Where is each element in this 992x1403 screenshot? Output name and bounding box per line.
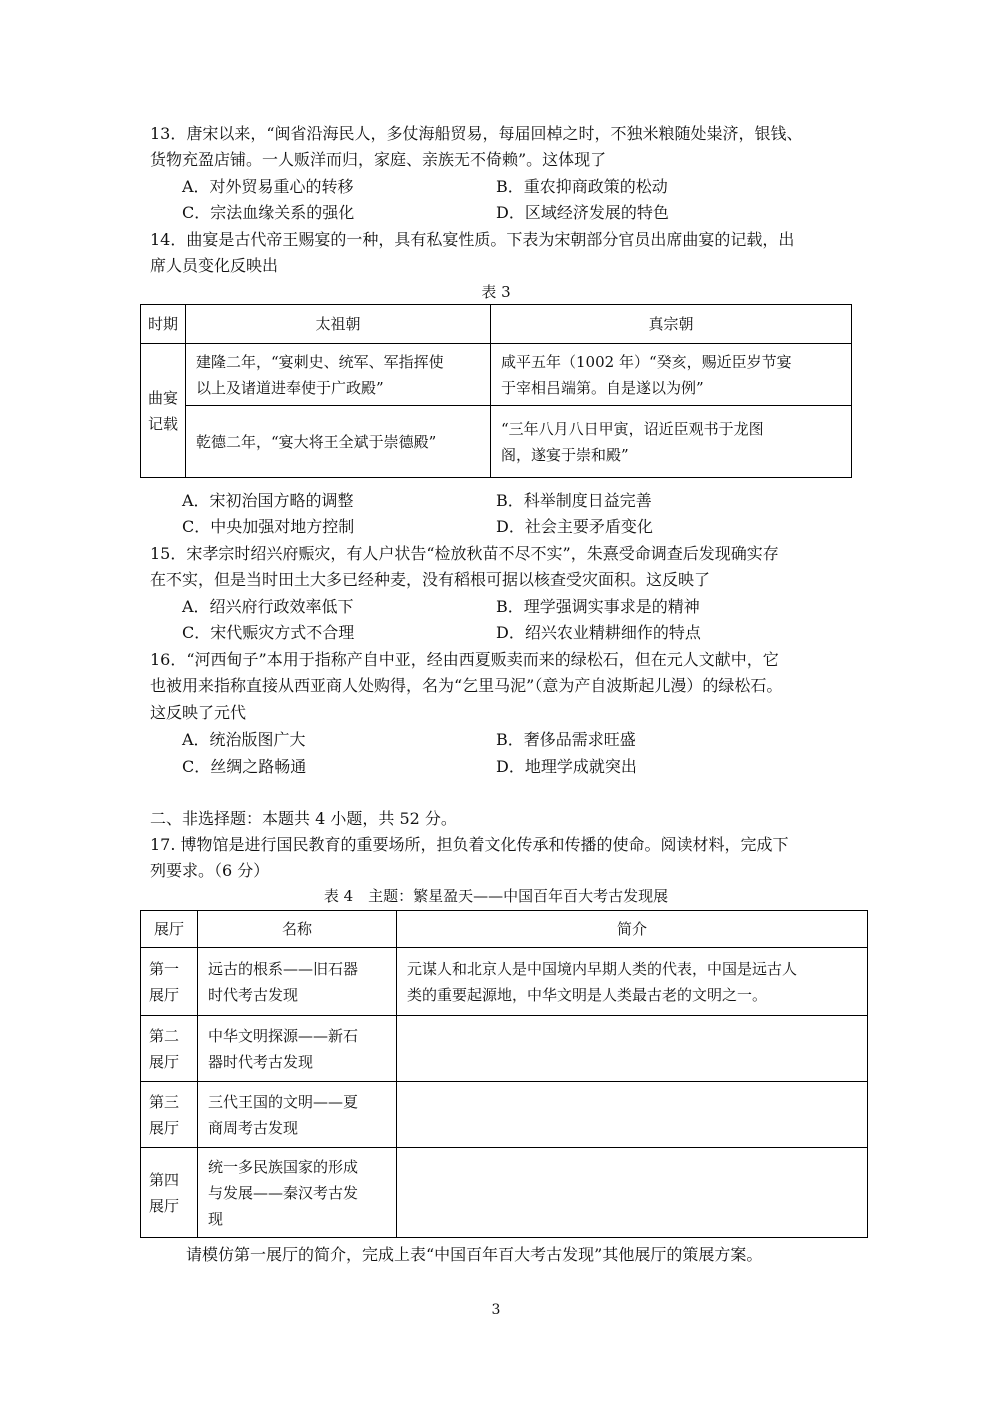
- zhenzong-cell-2: [491, 406, 852, 478]
- name-cell-1: [198, 948, 397, 1016]
- hall-cell-2: [141, 1016, 198, 1082]
- page-number: 3: [491, 1302, 501, 1318]
- table-header-row: [141, 305, 852, 344]
- name-cell-4-line3: 现: [208, 1209, 224, 1228]
- hall-cell-3-line2: 展厅: [149, 1118, 180, 1137]
- zhenzong-cell-1: [491, 344, 852, 406]
- taizu-cell-1-line2: 以上及诸道进奉使于广政殿”: [196, 378, 384, 397]
- q16-option-c: C．丝绸之路畅通: [182, 757, 307, 776]
- name-cell-2-line1: 中华文明探源——新石: [208, 1026, 359, 1045]
- taizu-cell-2: [186, 406, 491, 478]
- hall-cell-4-line2: 展厅: [149, 1196, 180, 1215]
- name-cell-4: [198, 1148, 397, 1238]
- name-cell-4-line1: 统一多民族国家的形成: [208, 1157, 359, 1176]
- intro-cell-1: [397, 948, 868, 1016]
- name-cell-1-line1: 远古的根系——旧石器: [208, 959, 359, 978]
- table4-caption: 表 4 主题：繁星盈天——中国百年百大考古发现展: [323, 887, 669, 905]
- q16-option-b: B．奢侈品需求旺盛: [496, 730, 636, 749]
- table-header-row: [141, 911, 868, 948]
- q13-option-a: A．对外贸易重心的转移: [182, 177, 354, 196]
- zhenzong-cell-2-line1: “三年八月八日甲寅，诏近臣观书于龙图: [501, 419, 764, 438]
- header-hall: 展厅: [141, 911, 198, 948]
- name-cell-1-line2: 时代考古发现: [208, 985, 299, 1004]
- q13-option-d: D．区域经济发展的特色: [496, 203, 669, 222]
- q15-option-d: D．绍兴农业精耕细作的特点: [496, 623, 701, 642]
- table-row: [141, 1016, 868, 1082]
- name-cell-3: [198, 1082, 397, 1148]
- hall-cell-2-line2: 展厅: [149, 1052, 180, 1071]
- table-4: [140, 910, 868, 1238]
- table-row: [141, 1082, 868, 1148]
- table-row: [141, 406, 852, 478]
- q16-stem-line2: 也被用来指称直接从西亚商人处购得，名为“乞里马泥”（意为产自波斯起儿漫）的绿松石。: [150, 676, 783, 695]
- table-row: [141, 948, 868, 1016]
- header-intro: 简介: [397, 911, 868, 948]
- header-taizu: 太祖朝: [186, 305, 491, 344]
- name-cell-3-line2: 商周考古发现: [208, 1118, 299, 1137]
- q16-stem-line1: 16．“河西甸子”本用于指称产自中亚，经由西夏贩卖而来的绿松石，但在元人文献中，它: [150, 650, 779, 669]
- q15-stem-line1: 15．宋孝宗时绍兴府赈灾，有人户状告“检放秋苗不尽不实”，朱熹受命调查后发现确实存: [150, 544, 779, 563]
- q14-stem-line2: 席人员变化反映出: [150, 256, 279, 275]
- q14-option-a: A．宋初治国方略的调整: [182, 491, 354, 510]
- q13-option-c: C．宗法血缘关系的强化: [182, 203, 355, 222]
- q15-stem-line2: 在不实，但是当时田土大多已经种麦，没有稻根可据以核查受灾面积。这反映了: [150, 570, 711, 589]
- q14-option-b: B．科举制度日益完善: [496, 491, 652, 510]
- hall-cell-1-line1: 第一: [149, 959, 180, 978]
- name-cell-2-line2: 器时代考古发现: [208, 1052, 314, 1071]
- q16-option-d: D．地理学成就突出: [496, 757, 637, 776]
- table-row: [141, 344, 852, 406]
- name-cell-2: [198, 1016, 397, 1082]
- hall-cell-1: [141, 948, 198, 1016]
- row-label-line1: 曲宴: [147, 388, 178, 407]
- hall-cell-2-line1: 第二: [149, 1026, 180, 1045]
- q13-option-b: B．重农抑商政策的松动: [496, 177, 668, 196]
- q15-option-b: B．理学强调实事求是的精神: [496, 597, 700, 616]
- hall-cell-3: [141, 1082, 198, 1148]
- intro-cell-4: [397, 1148, 868, 1238]
- hall-cell-4: [141, 1148, 198, 1238]
- q14-option-c: C．中央加强对地方控制: [182, 517, 355, 536]
- zhenzong-cell-1-line1: 咸平五年（1002 年）“癸亥，赐近臣岁节宴: [501, 352, 792, 371]
- taizu-cell-2-line1: 乾德二年，“宴大将王全斌于崇德殿”: [196, 432, 437, 451]
- intro-cell-1-line1: 元谋人和北京人是中国境内早期人类的代表，中国是远古人: [407, 959, 798, 978]
- header-period: 时期: [141, 305, 186, 344]
- q17-instruction: 请模仿第一展厅的简介，完成上表“中国百年百大考古发现”其他展厅的策展方案。: [186, 1245, 763, 1264]
- taizu-cell-1-line1: 建隆二年，“宴刺史、统军、军指挥使: [196, 352, 444, 371]
- row-label-cell: [141, 344, 186, 478]
- q13-stem-line2: 货物充盈店铺。一人贩洋而归，家庭、亲族无不倚赖”。这体现了: [150, 150, 607, 169]
- q14-stem-line1: 14．曲宴是古代帝王赐宴的一种，具有私宴性质。下表为宋朝部分官员出席曲宴的记载，出: [150, 230, 795, 249]
- q15-option-c: C．宋代赈灾方式不合理: [182, 623, 355, 642]
- q16-stem-line3: 这反映了元代: [150, 703, 247, 722]
- q17-stem-line1: 17. 博物馆是进行国民教育的重要场所，担负着文化传承和传播的使命。阅读材料，完成下: [150, 835, 789, 854]
- q16-option-a: A．统治版图广大: [182, 730, 306, 749]
- name-cell-4-line2: 与发展——秦汉考古发: [208, 1183, 359, 1202]
- zhenzong-cell-1-line2: 于宰相吕端第。自是遂以为例”: [501, 378, 704, 397]
- section2-heading: 二、非选择题：本题共 4 小题，共 52 分。: [150, 809, 457, 828]
- taizu-cell-1: [186, 344, 491, 406]
- hall-cell-3-line1: 第三: [149, 1092, 180, 1111]
- zhenzong-cell-2-line2: 阁，遂宴于崇和殿”: [501, 445, 629, 464]
- q13-stem-line1: 13．唐宋以来，“闽省沿海民人，多仗海船贸易，每届回棹之时，不独米粮随处粜济，银钱、: [150, 124, 803, 143]
- name-cell-3-line1: 三代王国的文明——夏: [208, 1092, 359, 1111]
- table3-caption: 表 3: [481, 283, 511, 301]
- header-zhenzong: 真宗朝: [491, 305, 852, 344]
- header-name: 名称: [198, 911, 397, 948]
- q17-stem-line2: 列要求。（6 分）: [150, 861, 270, 880]
- q15-option-a: A．绍兴府行政效率低下: [182, 597, 354, 616]
- intro-cell-1-line2: 类的重要起源地，中华文明是人类最古老的文明之一。: [407, 985, 768, 1004]
- table-row: [141, 1148, 868, 1238]
- intro-cell-3: [397, 1082, 868, 1148]
- hall-cell-4-line1: 第四: [149, 1170, 180, 1189]
- intro-cell-2: [397, 1016, 868, 1082]
- row-label-line2: 记载: [147, 414, 178, 433]
- q14-option-d: D．社会主要矛盾变化: [496, 517, 653, 536]
- hall-cell-1-line2: 展厅: [149, 985, 180, 1004]
- table-3: [140, 304, 852, 478]
